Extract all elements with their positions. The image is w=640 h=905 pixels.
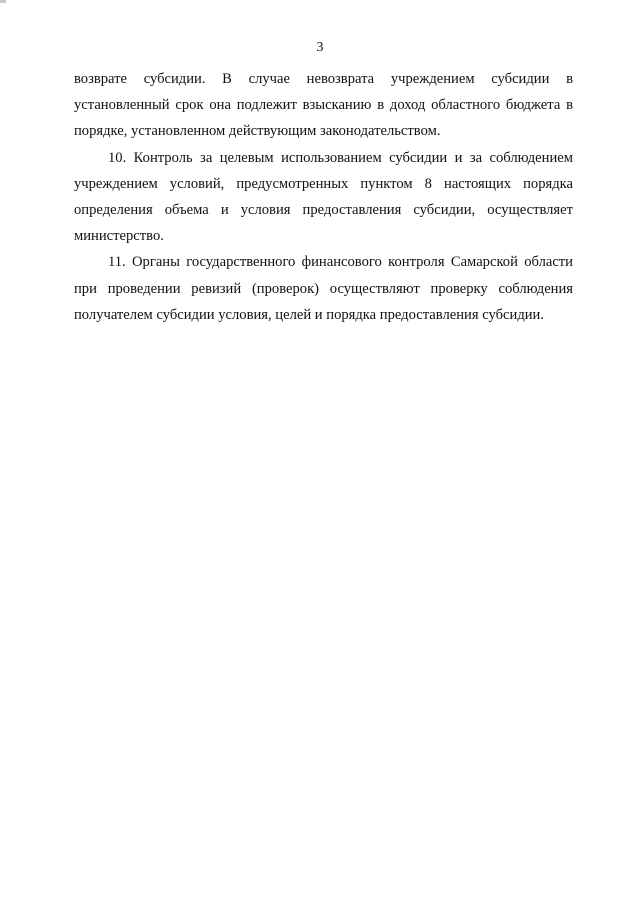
scan-corner-mark <box>0 0 6 3</box>
paragraph-10-control: 10. Контроль за целевым использованием субсидии и за соблюдением учреждением условий, предусмотренных пунктом 8 настоящих порядка определения объема и условия предоставления субсидии, осуществляет министерство. <box>74 149 573 245</box>
document-body <box>74 66 573 328</box>
paragraph-continuation: возврате субсидии. В случае невозврата учреждением субсидии в установленный срок она подлежит взысканию в доход областного бюджета в порядке, установленном действующим законодательством. <box>74 71 573 140</box>
page-number: 3 <box>316 40 324 55</box>
paragraph-11-financial-control: 11. Органы государственного финансового контроля Самарской области при проведении ревизий (проверок) осуществляют проверку соблюдения получателем субсидии условия, целей и порядка предоставления субсидии. <box>74 254 573 323</box>
